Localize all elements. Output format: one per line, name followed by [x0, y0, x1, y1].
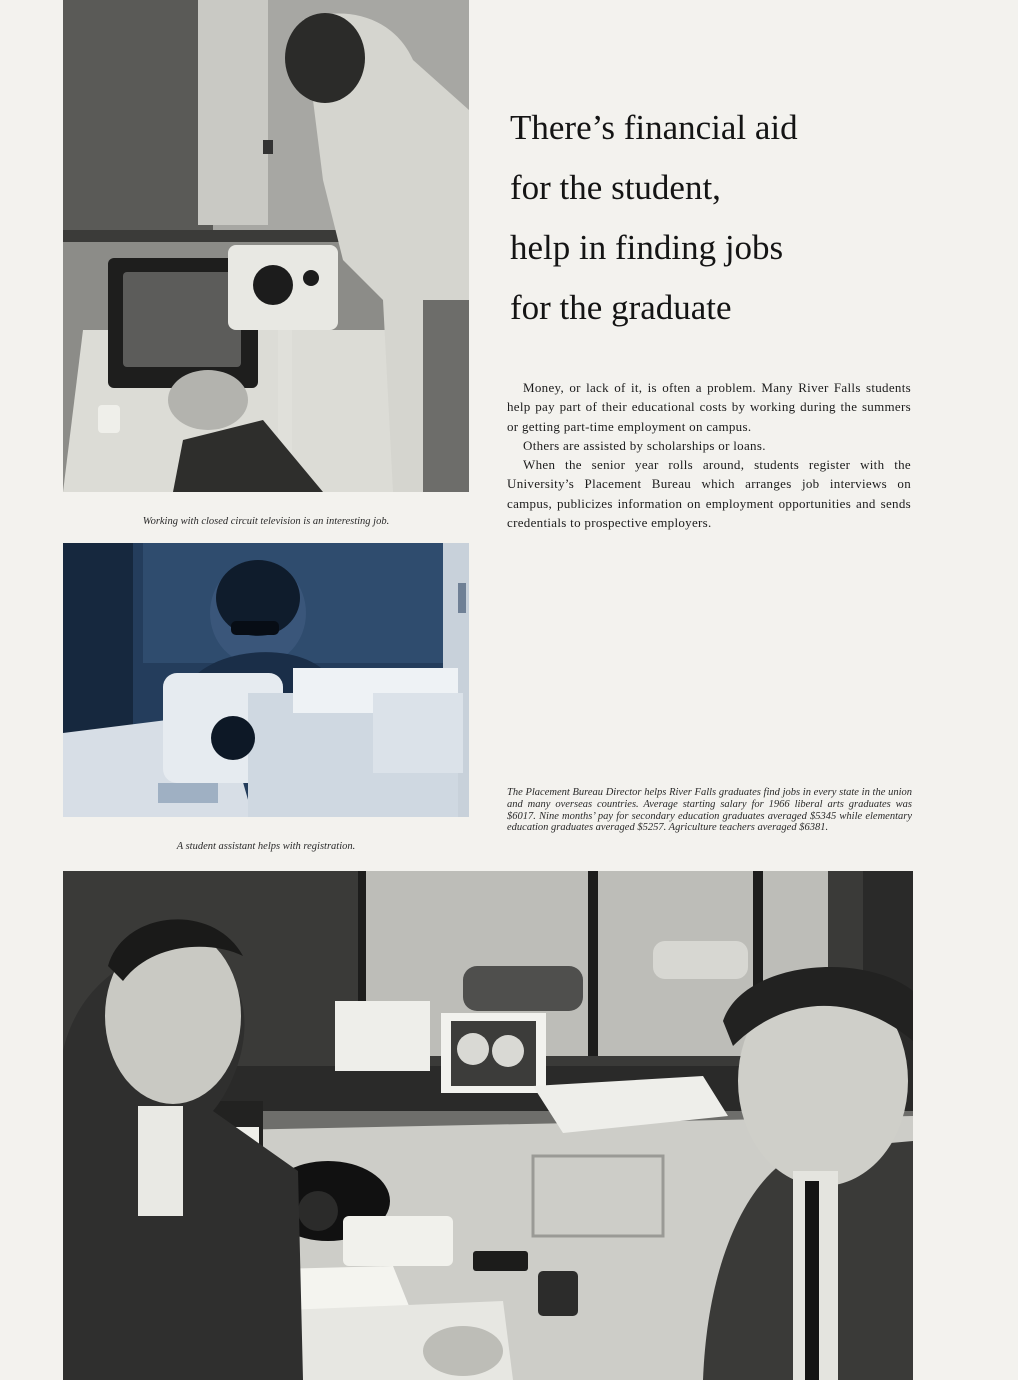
photo-closed-circuit-tv [63, 0, 469, 492]
article-body [507, 378, 911, 532]
body-paragraph: Others are assisted by scholarships or loans. [523, 437, 766, 453]
headline-line: There’s financial aid [510, 108, 798, 147]
headline-line: for the student, [510, 168, 721, 207]
photo-registration [63, 543, 469, 817]
headline-line: for the graduate [510, 288, 732, 327]
photo-caption: A student assistant helps with registration. [176, 841, 356, 852]
body-paragraph: When the senior year rolls around, students register with the University’s Placement Bureau which arranges job interviews on campus, publicizes information on employment opportunities and sends credentials to prospective employers. [507, 457, 911, 531]
photo-caption: Working with closed circuit television is an interesting job. [142, 516, 390, 527]
photo-placement-bureau [63, 871, 913, 1380]
article-headline [510, 98, 930, 338]
photo-caption: The Placement Bureau Director helps River Falls graduates find jobs in every state in the union and many overseas countries. Average starting salary for 1966 liberal arts graduates was $6017. Nine months’ pay for secondary education graduates averaged $5345 while elementary education graduates averaged $5257. Agriculture teachers averaged $6381. [507, 787, 912, 834]
headline-line: help in finding jobs [510, 228, 784, 267]
body-paragraph: Money, or lack of it, is often a problem. Many River Falls students help pay part of their educational costs by working during the summers or getting part-time employment on campus. [507, 380, 911, 434]
